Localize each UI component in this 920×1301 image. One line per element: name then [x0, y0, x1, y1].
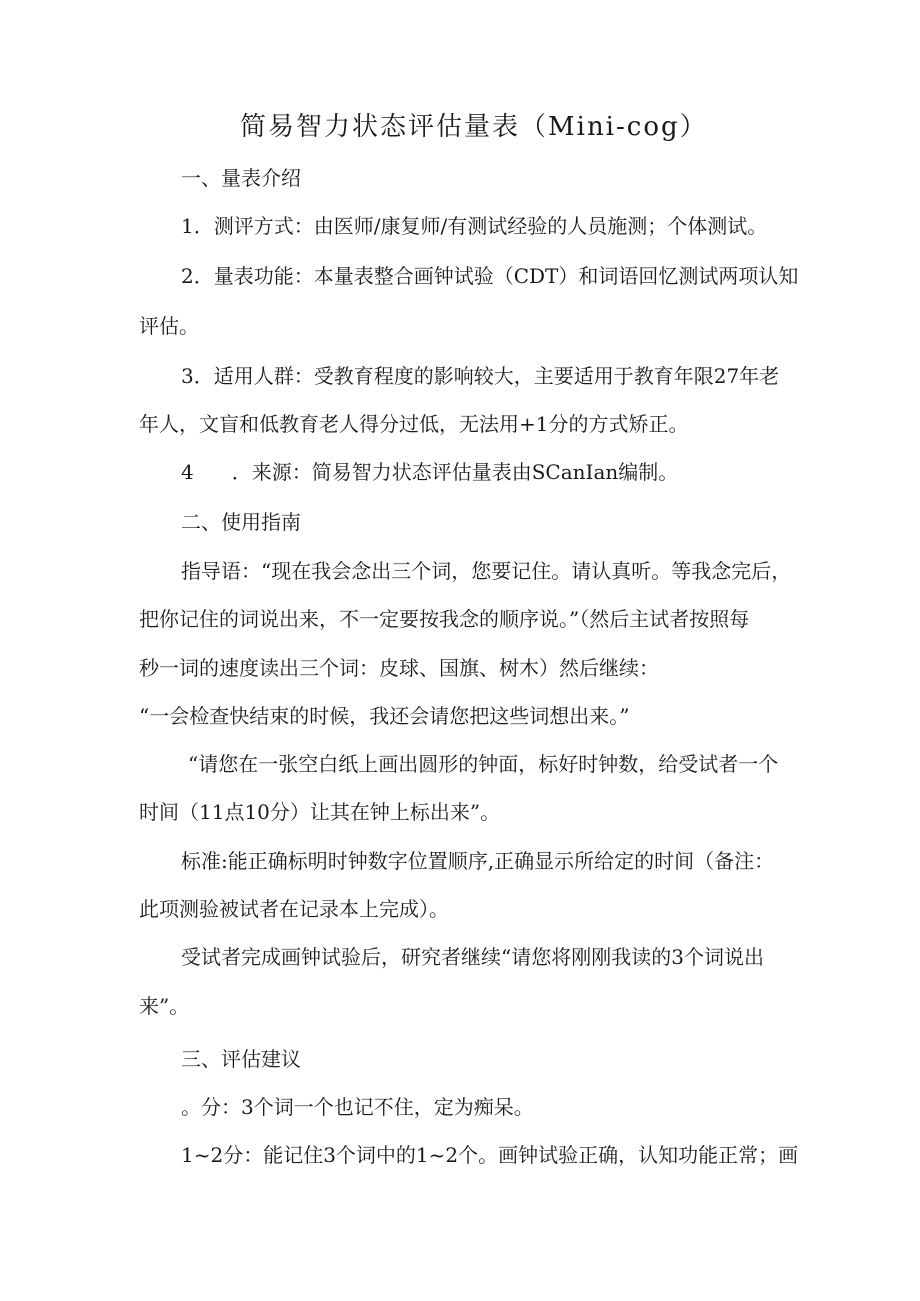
guide-paragraph-1-line-1: 指导语：“现在我会念出三个词，您要记住。请认真听。等我念完后，	[181, 559, 792, 583]
intro-item-3-line-2: 年人，文盲和低教育老人得分过低，无法用+1分的方式矫正。	[139, 412, 689, 436]
guide-paragraph-2: “一会检查快结束的时候，我还会请您把这些词想出来。”	[139, 704, 630, 728]
guide-paragraph-5-line-2: 来”。	[139, 994, 190, 1018]
page-title: 简易智力状态评估量表（Mini-cog）	[240, 112, 708, 142]
section-heading-intro: 一、量表介绍	[181, 166, 301, 190]
section-heading-advice: 三、评估建议	[181, 1047, 301, 1071]
intro-item-3-line-1: 3．适用人群：受教育程度的影响较大，主要适用于教育年限27年老	[181, 364, 780, 388]
guide-paragraph-1-line-2: 把你记住的词说出来，不一定要按我念的顺序说。”（然后主试者按照每	[139, 607, 750, 631]
intro-item-1: 1．测评方式：由医师/康复师/有测试经验的人员施测；个体测试。	[181, 214, 768, 238]
guide-paragraph-5-line-1: 受试者完成画钟试验后，研究者继续“请您将刚刚我读的3个词说出	[181, 945, 764, 969]
advice-line-1: 。分：3个词一个也记不住，定为痴呆。	[181, 1095, 534, 1119]
section-heading-guide: 二、使用指南	[181, 510, 301, 534]
intro-item-4-text: ．来源：简易智力状态评估量表由SCanIan编制。	[231, 460, 679, 484]
intro-item-4	[181, 459, 678, 485]
intro-item-4-number: 4	[181, 460, 194, 484]
intro-item-2-line-1: 2．量表功能：本量表整合画钟试验（CDT）和词语回忆测试两项认知	[181, 264, 799, 288]
guide-paragraph-4-line-2: 此项测验被试者在记录本上完成）。	[139, 897, 449, 921]
guide-paragraph-3-line-1: “请您在一张空白纸上画出圆形的钟面，标好时钟数，给受试者一个	[188, 752, 779, 776]
guide-paragraph-3-line-2: 时间（11点10分）让其在钟上标出来”。	[139, 800, 501, 824]
guide-paragraph-4-line-1: 标准:能正确标明时钟数字位置顺序,正确显示所给定的时间（备注：	[181, 849, 775, 873]
intro-item-2-line-2: 评估。	[139, 314, 199, 338]
advice-line-2: 1~2分：能记住3个词中的1~2个。画钟试验正确，认知功能正常；画	[181, 1143, 799, 1167]
guide-paragraph-1-line-3: 秒一词的速度读出三个词：皮球、国旗、树木）然后继续：	[139, 656, 659, 680]
